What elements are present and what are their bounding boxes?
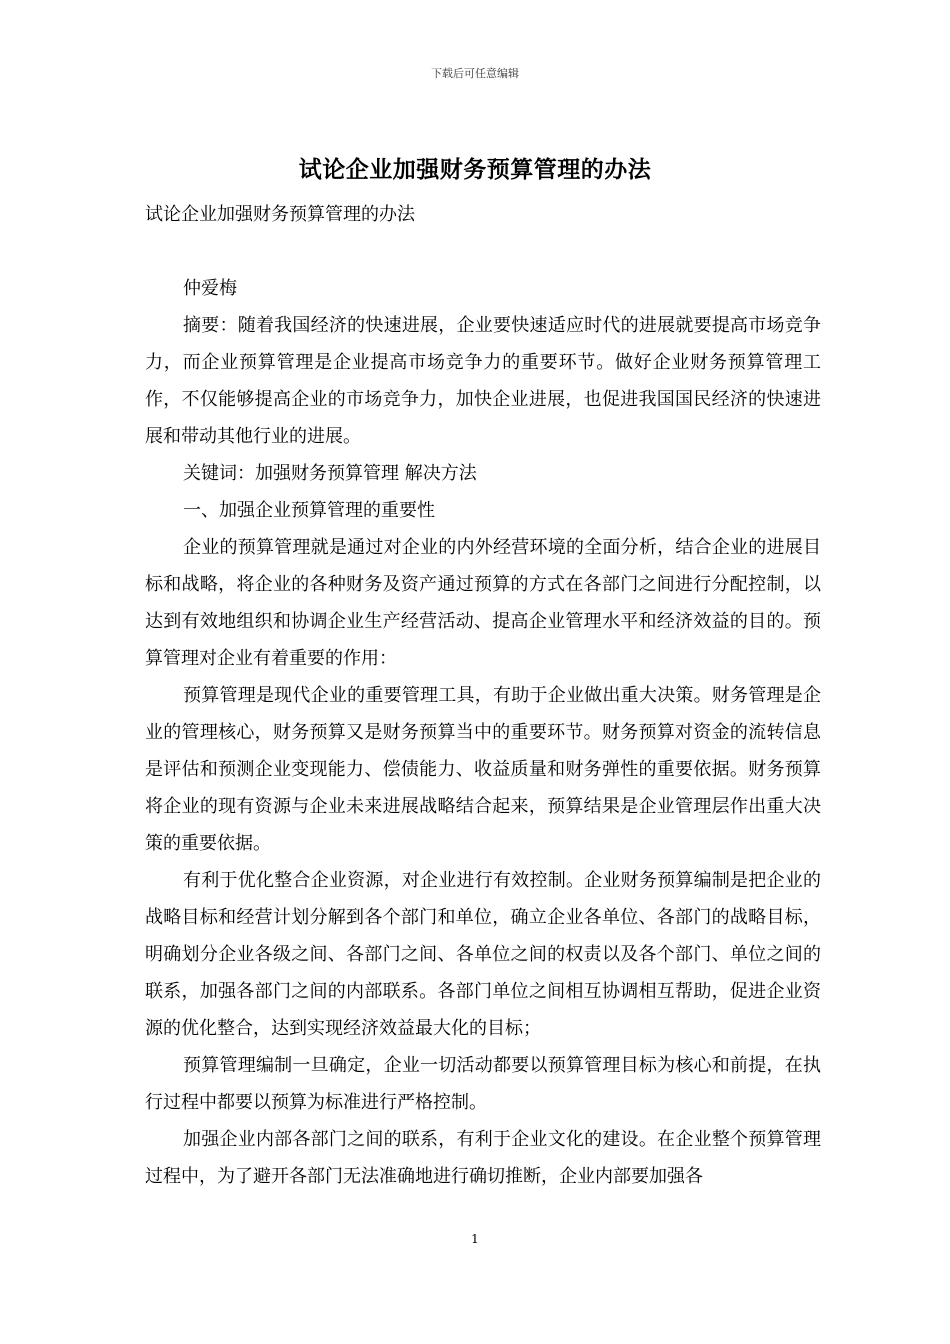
keywords-line: 关键词：加强财务预算管理 解决方法 [183,463,477,484]
document-subtitle: 试论企业加强财务预算管理的办法 [145,204,415,225]
section-heading-1: 一、加强企业预算管理的重要性 [183,500,435,521]
page-number: 1 [471,1232,479,1246]
abstract-paragraph: 摘要：随着我国经济的快速进展，企业要快速适应时代的进展就要提高市场竞争力，而企业预算管理是企业提高市场竞争力的重要环节。做好企业财务预算管理工作，不仅能够提高企业的市场竞争力，加快企业进展，也促进我国国民经济的快速进展和带动其他行业的进展。 [145,315,821,447]
document-title: 试论企业加强财务预算管理的办法 [298,156,652,183]
body-paragraph-1: 企业的预算管理就是通过对企业的内外经营环境的全面分析，结合企业的进展目标和战略，将企业的各种财务及资产通过预算的方式在各部门之间进行分配控制，以达到有效地组织和协调企业生产经营活动、提高企业管理水平和经济效益的目的。预算管理对企业有着重要的作用： [145,537,821,669]
header-note: 下载后可任意编辑 [431,67,519,80]
body-paragraph-4: 预算管理编制一旦确定，企业一切活动都要以预算管理目标为核心和前提，在执行过程中都要以预算为标准进行严格控制。 [145,1055,821,1113]
body-paragraph-2: 预算管理是现代企业的重要管理工具，有助于企业做出重大决策。财务管理是企业的管理核心，财务预算又是财务预算当中的重要环节。财务预算对资金的流转信息是评估和预测企业变现能力、偿债能力、收益质量和财务弹性的重要依据。财务预算将企业的现有资源与企业未来进展战略结合起来，预算结果是企业管理层作出重大决策的重要依据。 [145,685,821,854]
blank-line [145,233,821,270]
body-paragraph-3: 有利于优化整合企业资源，对企业进行有效控制。企业财务预算编制是把企业的战略目标和经营计划分解到各个部门和单位，确立企业各单位、各部门的战略目标，明确划分企业各级之间、各部门之间、各单位之间的权责以及各个部门、单位之间的联系，加强各部门之间的内部联系。各部门单位之间相互协调相互帮助，促进企业资源的优化整合，达到实现经济效益最大化的目标； [145,870,821,1039]
document-body [145,196,821,1195]
body-paragraph-5: 加强企业内部各部门之间的联系，有利于企业文化的建设。在企业整个预算管理过程中，为了避开各部门无法准确地进行确切推断，企业内部要加强各 [145,1129,821,1187]
author-name: 仲爱梅 [183,278,237,299]
